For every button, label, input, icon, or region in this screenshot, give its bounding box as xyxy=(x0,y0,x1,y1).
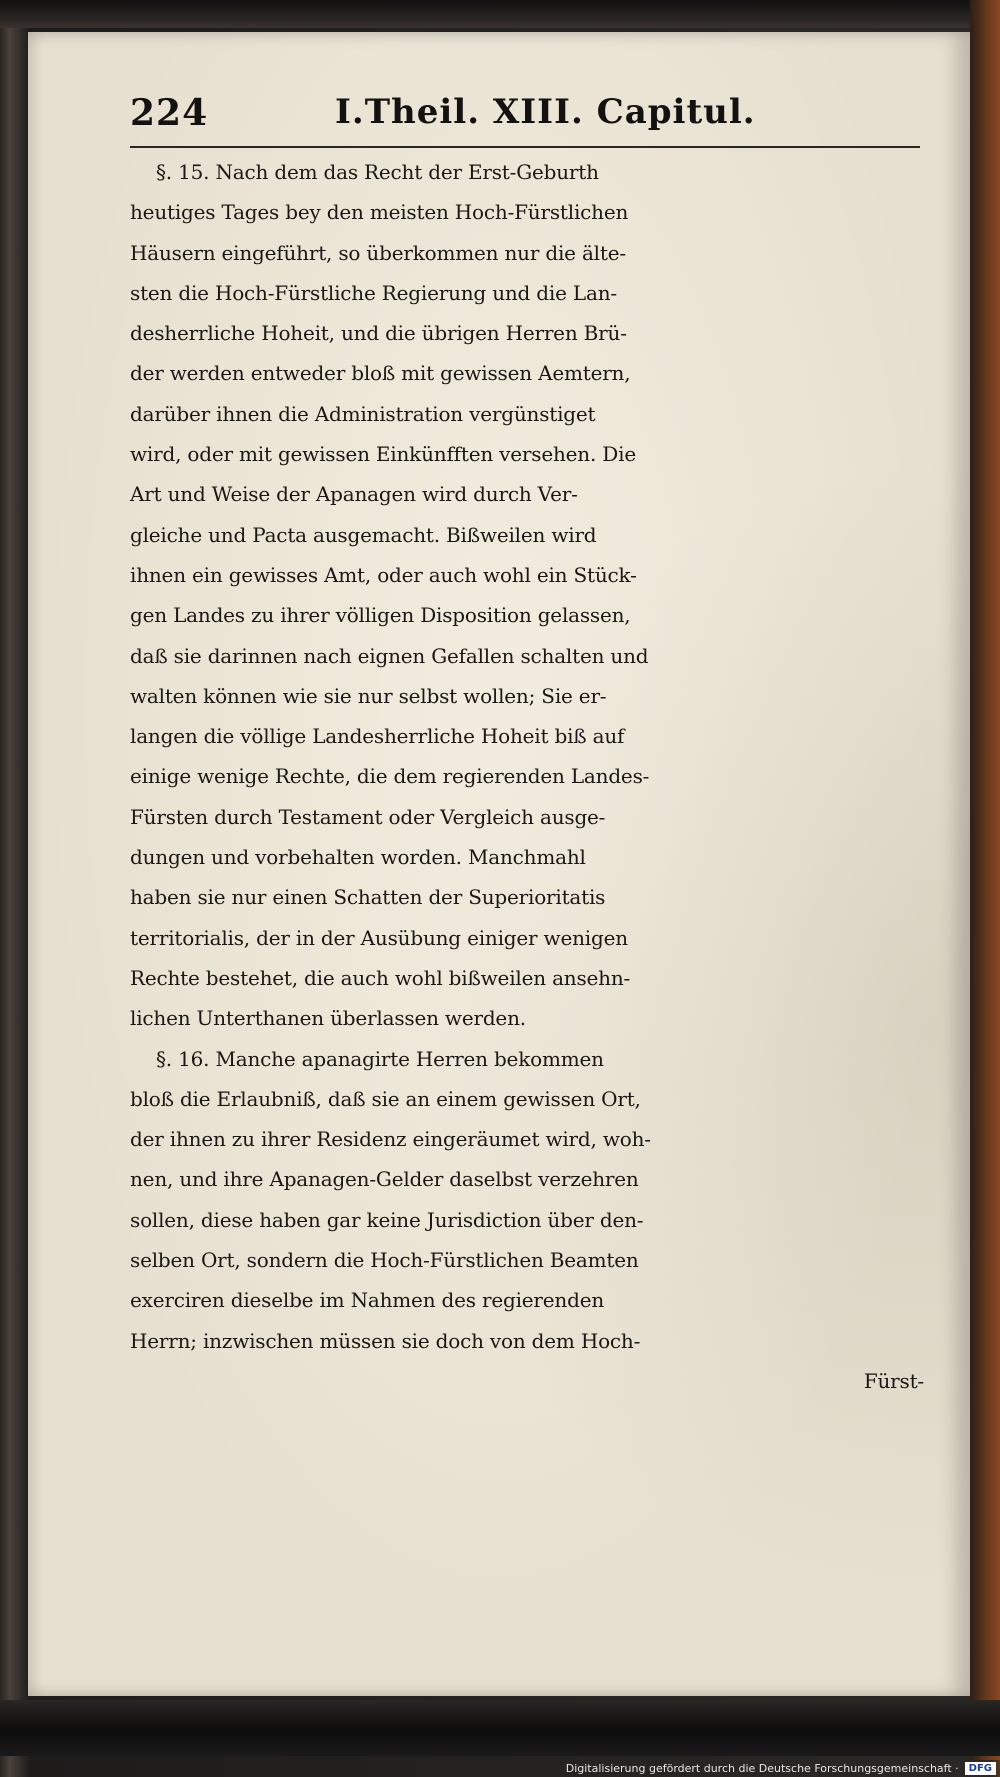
text-line: darüber ihnen die Administration vergünstiget xyxy=(130,401,596,426)
header-rule xyxy=(130,146,920,148)
text-line: dungen und vorbehalten worden. Manchmahl xyxy=(130,845,586,870)
text-line: langen die völlige Landesherrliche Hoheit biß auf xyxy=(130,724,625,749)
text-line: gleiche und Pacta ausgemacht. Bißweilen wird xyxy=(130,522,597,547)
text-line: sten die Hoch-Fürstliche Regierung und die Lan- xyxy=(130,280,617,305)
chapter-title: I.Theil. XIII. Capitul. xyxy=(335,92,756,132)
text-line: Art und Weise der Apanagen wird durch Ver- xyxy=(130,482,578,507)
text-line: daß sie darinnen nach eignen Gefallen schalten und xyxy=(130,643,649,668)
text-line: ihnen ein gewisses Amt, oder auch wohl ein Stück- xyxy=(130,562,637,587)
digitization-credit xyxy=(566,1759,996,1777)
text-line: heutiges Tages bey den meisten Hoch-Fürstlichen xyxy=(130,200,629,225)
text-line: Rechte bestehet, die auch wohl bißweilen ansehn- xyxy=(130,965,631,990)
text-line: territorialis, der in der Ausübung einiger wenigen xyxy=(130,925,628,950)
running-head xyxy=(130,92,930,142)
book-spine-edge xyxy=(970,0,1000,1760)
text-line: nen, und ihre Apanagen-Gelder daselbst verzehren xyxy=(130,1167,639,1192)
credit-text: Digitalisierung gefördert durch die Deutsche Forschungsgemeinschaft · xyxy=(565,1761,959,1775)
book-bottom-edge xyxy=(0,1700,1000,1756)
text-line: walten können wie sie nur selbst wollen; Sie er- xyxy=(130,683,607,708)
text-line: Häusern eingeführt, so überkommen nur die älte- xyxy=(130,240,626,265)
page-number: 224 xyxy=(130,92,209,134)
text-line: der ihnen zu ihrer Residenz eingeräumet wird, woh- xyxy=(130,1127,651,1152)
text-line: Herrn; inzwischen müssen sie doch von dem Hoch- xyxy=(130,1328,641,1353)
text-line: desherrliche Hoheit, und die übrigen Herren Brü- xyxy=(130,321,627,346)
text-line: exerciren dieselbe im Nahmen des regierenden xyxy=(130,1288,605,1313)
text-line: einige wenige Rechte, die dem regierenden Landes- xyxy=(130,764,650,789)
text-line: Fürsten durch Testament oder Vergleich ausge- xyxy=(130,804,606,829)
dfg-logo: DFG xyxy=(965,1762,996,1775)
text-line: wird, oder mit gewissen Einkünfften versehen. Die xyxy=(130,442,636,467)
body-text xyxy=(130,152,930,1401)
catchword: Fürst- xyxy=(863,1368,924,1393)
text-line: lichen Unterthanen überlassen werden. xyxy=(130,1006,526,1031)
text-line: selben Ort, sondern die Hoch-Fürstlichen Beamten xyxy=(130,1248,639,1273)
book-top-edge xyxy=(0,0,1000,28)
text-line: sollen, diese haben gar keine Jurisdiction über den- xyxy=(130,1207,644,1232)
paragraph-16 xyxy=(130,1039,930,1361)
paragraph-15 xyxy=(130,152,930,1039)
text-line: §. 15. Nach dem das Recht der Erst-Geburth xyxy=(156,160,599,184)
text-line: gen Landes zu ihrer völligen Disposition gelassen, xyxy=(130,603,631,628)
text-line: haben sie nur einen Schatten der Superioritatis xyxy=(130,885,606,910)
text-line: §. 16. Manche apanagirte Herren bekommen xyxy=(156,1046,604,1071)
text-line: bloß die Erlaubniß, daß sie an einem gewissen Ort, xyxy=(130,1086,641,1111)
text-line: der werden entweder bloß mit gewissen Aemtern, xyxy=(130,361,631,386)
